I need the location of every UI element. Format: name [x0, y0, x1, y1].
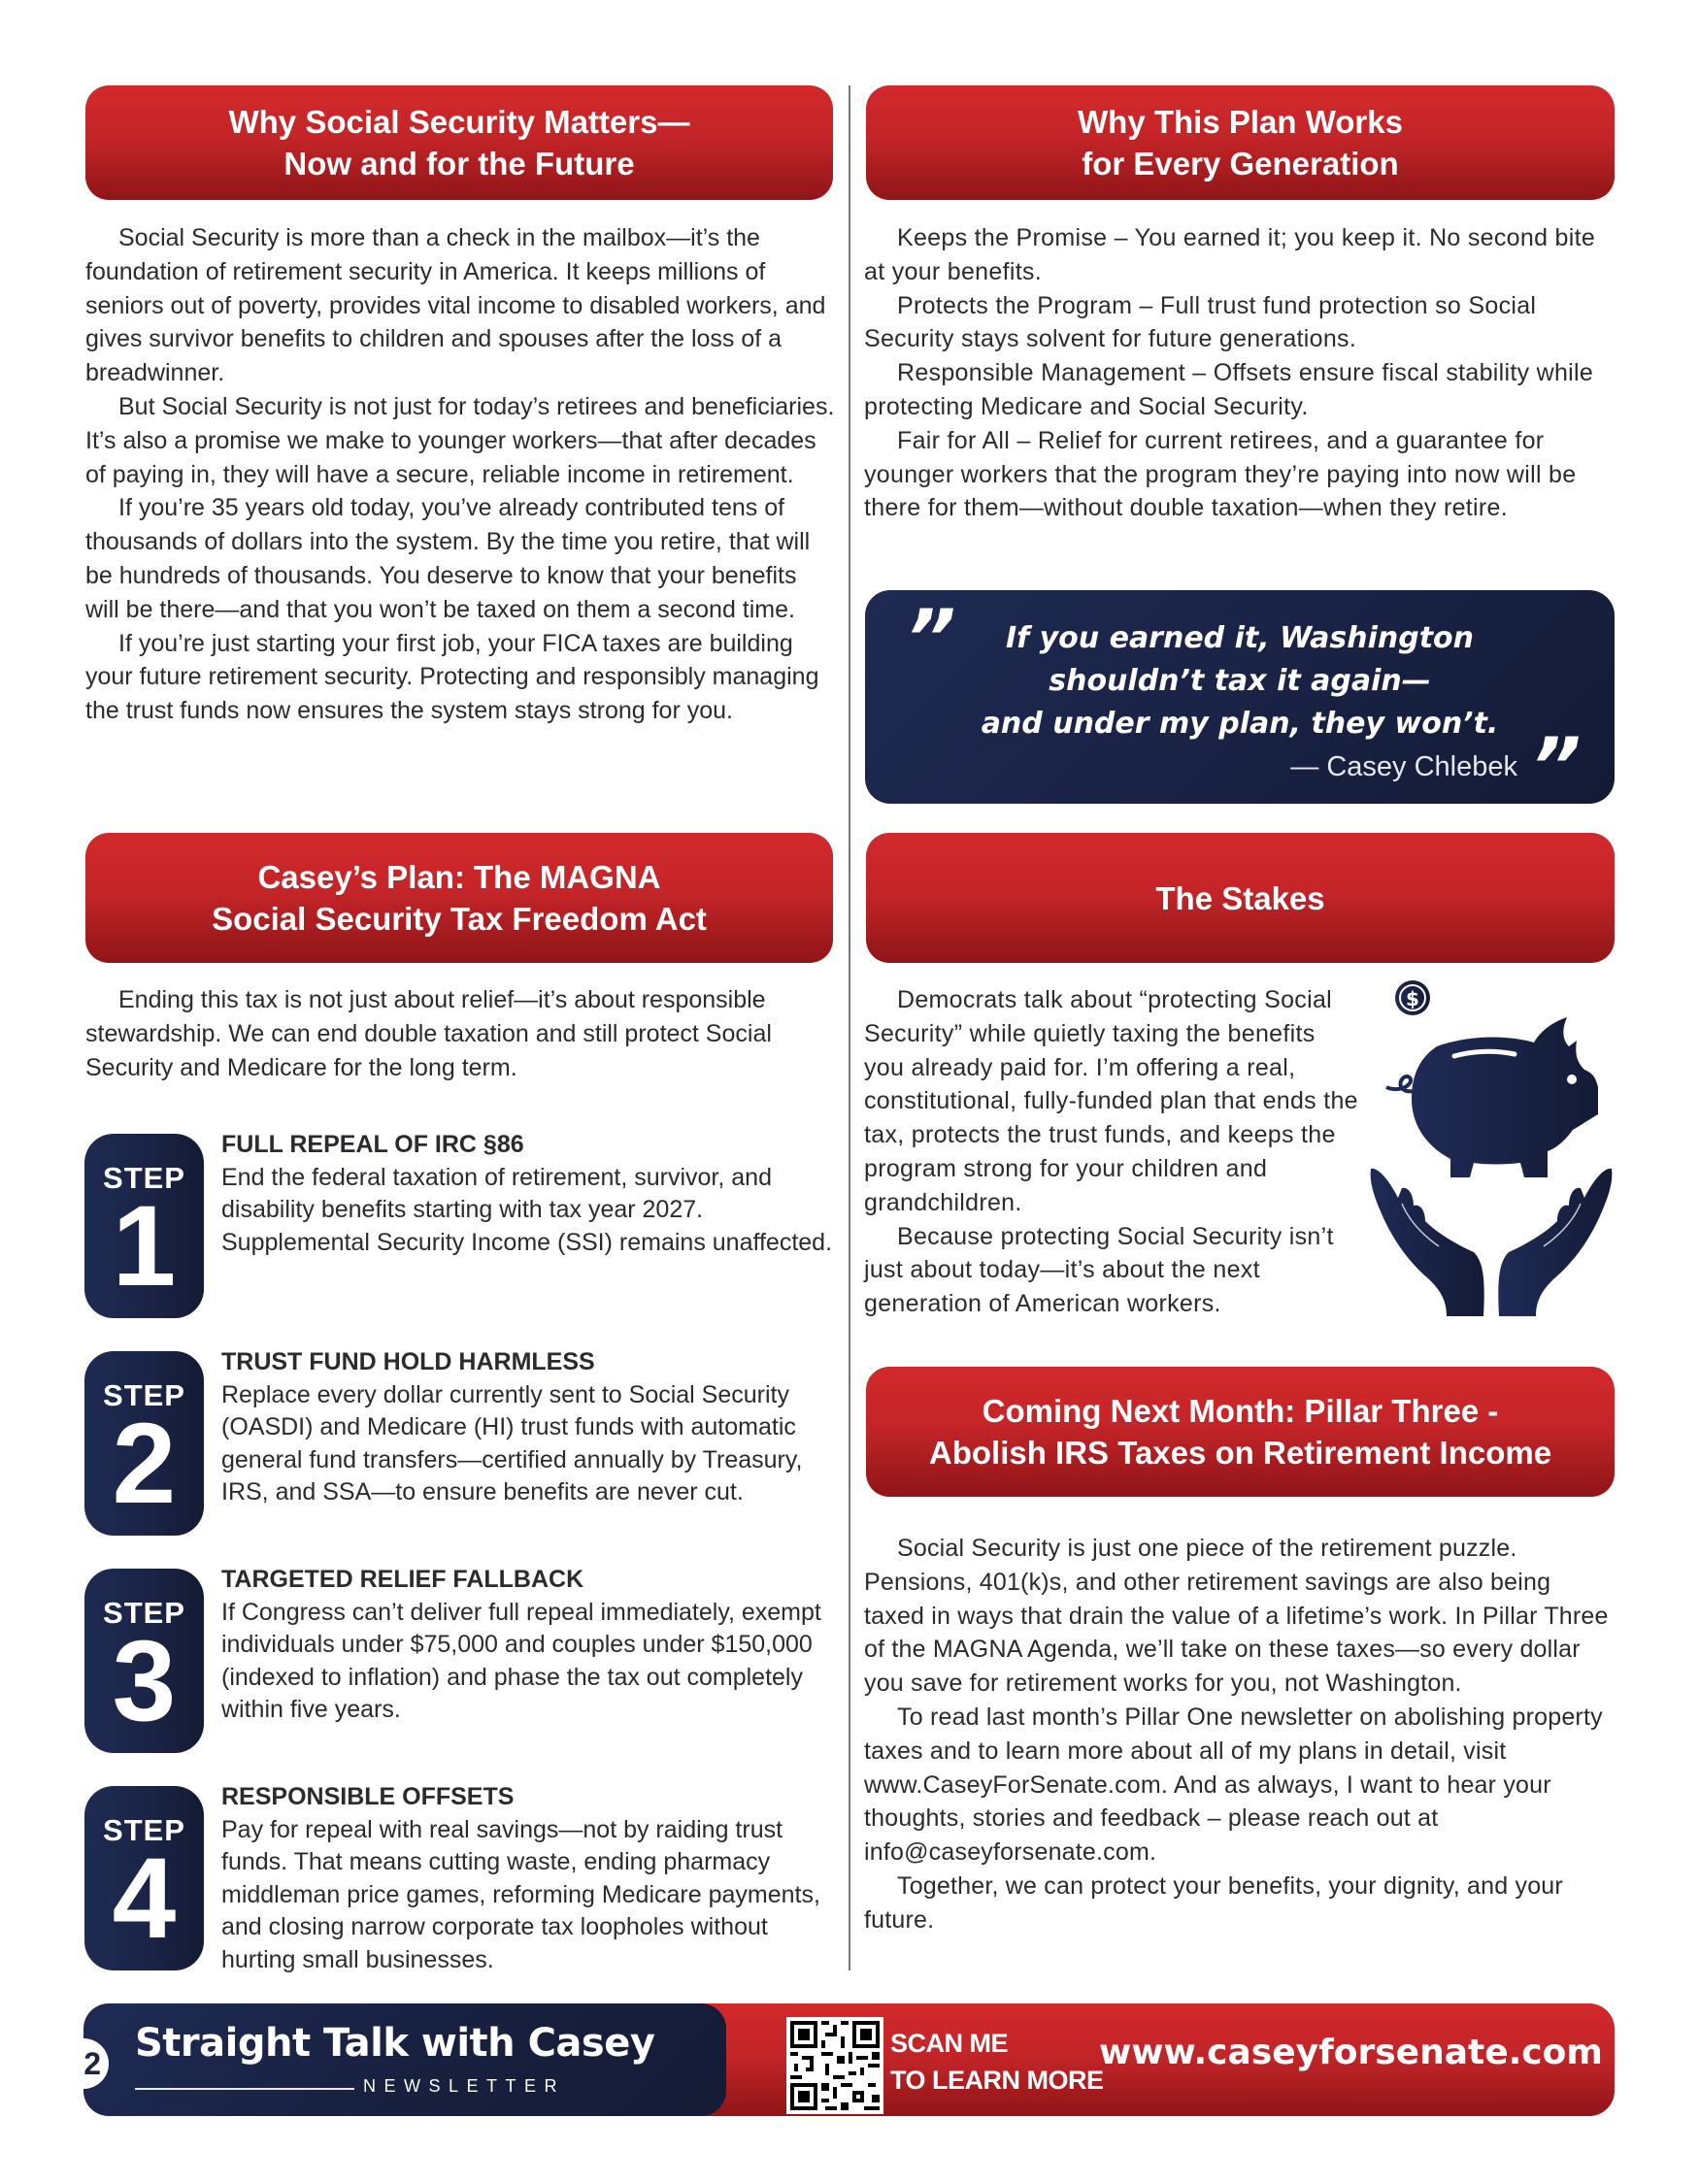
left-hand — [1371, 1169, 1484, 1316]
quote-text — [923, 617, 1556, 745]
scan-line: TO LEARN MORE — [890, 2066, 1104, 2095]
step-label: STEP — [103, 1813, 185, 1847]
paragraph: Social Security is more than a check in the mailbox—it’s the foundation of retirement security in America. It keeps millions of seniors out of poverty, provides vital income to disabled workers, and gives survivor benefits to children and spouses after the loss of a breadwinner. — [85, 224, 826, 387]
brand-rule — [135, 2088, 354, 2090]
paragraph: Because protecting Social Security isn’t just about today—it’s about the next generation of American workers. — [864, 1222, 1334, 1318]
step-title: TRUST FUND HOLD HARMLESS — [221, 1348, 595, 1375]
qr-code[interactable] — [786, 2017, 883, 2114]
why-plan-works-body — [864, 221, 1616, 525]
step-badge-4 — [84, 1786, 204, 1970]
step-title: RESPONSIBLE OFFSETS — [221, 1783, 515, 1810]
step-description: Replace every dollar currently sent to Social Security (OASDI) and Medicare (HI) trust funds with automatic general fund transfers—certified annually by Treasury, IRS, and SSA—to ensure benefits are never cut. — [221, 1380, 803, 1506]
section-header-caseys-plan — [85, 833, 833, 963]
step-label: STEP — [103, 1378, 185, 1412]
paragraph: Together, we can protect your benefits, your dignity, and your future. — [864, 1871, 1563, 1934]
footer-banner — [83, 2003, 1615, 2116]
newsletter-subtitle: NEWSLETTER — [363, 2076, 566, 2096]
paragraph: Ending this tax is not just about relief—it’s about responsible stewardship. We can end double taxation and still protect Social Security and Medicare for the long term. — [85, 986, 772, 1081]
header-line: Why This Plan Works — [1078, 104, 1403, 140]
step-badge-2 — [84, 1351, 204, 1536]
step-description: Pay for repeal with real savings—not by raiding trust funds. That means cutting waste, ending pharmacy middleman price games, reforming Medicare payments, and closing narrow corporate tax loopholes without hurting small businesses. — [221, 1815, 820, 1973]
header-line: Abolish IRS Taxes on Retirement Income — [928, 1435, 1552, 1471]
paragraph: Responsible Management – Offsets ensure fiscal stability while protecting Medicare and Social Security. — [864, 359, 1594, 420]
header-line: Why Social Security Matters— — [228, 104, 690, 140]
step-description: End the federal taxation of retirement, survivor, and disability benefits starting with tax year 2027. Supplemental Security Income (SSI) remains unaffected. — [221, 1163, 833, 1256]
right-hand — [1498, 1169, 1612, 1316]
step-title: FULL REPEAL OF IRC §86 — [221, 1131, 524, 1158]
header-line: Social Security Tax Freedom Act — [212, 901, 707, 937]
footer-brand-panel — [83, 2003, 726, 2116]
paragraph: Social Security is just one piece of the retirement puzzle. Pensions, 401(k)s, and other retirement savings are also being taxed in ways that drain the value of a lifetime’s work. In Pillar Three of the MAGNA Agenda, we’ll take on these taxes—so every dollar you save for retirement works for you, not Washington. — [864, 1535, 1609, 1698]
step-number: 3 — [112, 1617, 177, 1745]
paragraph: Democrats talk about “protecting Social Security” while quietly taxing the benefits you already paid for. I’m offering a real, constitutional, fully-funded plan that ends the tax, protects the trust funds, and keeps the program strong for your children and grandchildren. — [864, 986, 1358, 1216]
open-quote-icon: ” — [906, 593, 956, 683]
the-stakes-body — [864, 983, 1359, 1321]
qr-code-icon — [786, 2017, 883, 2114]
step-description: If Congress can’t deliver full repeal immediately, exempt individuals under $75,000 and couples under $150,000 (indexed to inflation) and phase the tax out completely within five years. — [221, 1598, 821, 1723]
paragraph: To read last month’s Pillar One newsletter on abolishing property taxes and to learn more about all of my plans in detail, visit www.CaseyForSenate.com. And as always, I want to hear your thoughts, stories and feedback – please reach out at info@caseyforsenate.com. — [864, 1703, 1603, 1867]
paragraph: Protects the Program – Full trust fund protection so Social Security stays solvent for future generations. — [864, 291, 1537, 353]
pull-quote — [865, 590, 1615, 811]
step-number: 2 — [112, 1400, 177, 1528]
column-divider — [849, 85, 850, 1970]
step-1-content — [221, 1129, 833, 1259]
dollar-sign: $ — [1406, 987, 1419, 1010]
header-line: The Stakes — [1155, 879, 1325, 916]
header-line: Casey’s Plan: The MAGNA — [257, 859, 661, 895]
newsletter-title: Straight Talk with Casey — [135, 2021, 655, 2066]
header-line: Now and for the Future — [283, 146, 635, 182]
quote-line: shouldn’t tax it again— — [1049, 664, 1431, 698]
step-4-content — [221, 1781, 833, 1976]
quote-line: and under my plan, they won’t. — [981, 707, 1499, 741]
section-header-coming-next-month — [866, 1367, 1615, 1497]
website-link[interactable]: www.caseyforsenate.com — [1099, 2033, 1603, 2072]
quote-author: — Casey Chlebek — [1290, 751, 1517, 782]
page-number: 2 — [58, 2038, 109, 2089]
quote-line: If you earned it, Washington — [1005, 621, 1475, 655]
step-label: STEP — [103, 1161, 185, 1195]
step-2-content — [221, 1346, 833, 1509]
section-header-why-social-security-matters — [85, 85, 833, 200]
header-line: for Every Generation — [1082, 146, 1399, 182]
paragraph: But Social Security is not just for today’s retirees and beneficiaries. It’s also a promise we make to younger workers—that after decades of paying in, they will have a secure, reliable income in retirement. — [85, 392, 835, 488]
why-matters-body — [85, 221, 835, 728]
step-badge-3 — [84, 1569, 204, 1753]
paragraph: Fair for All – Relief for current retirees, and a guarantee for younger workers that the program they’re paying into now will be there for them—without double taxation—when they retire. — [864, 426, 1577, 522]
piggy-bank-svg — [1369, 978, 1614, 1316]
header-line: Coming Next Month: Pillar Three - — [982, 1393, 1499, 1429]
step-3-content — [221, 1564, 833, 1727]
paragraph: If you’re just starting your first job, your FICA taxes are building your future retirement security. Protecting and responsibly managing the trust funds now ensures the system stays strong for you. — [85, 629, 819, 725]
step-badge-1 — [84, 1134, 204, 1318]
caseys-plan-intro — [85, 983, 835, 1084]
section-header-why-plan-works — [866, 85, 1615, 200]
close-quote-icon: ” — [1531, 721, 1582, 811]
step-label: STEP — [103, 1596, 185, 1630]
scan-line: SCAN ME — [890, 2029, 1009, 2058]
step-title: TARGETED RELIEF FALLBACK — [221, 1566, 584, 1593]
coming-next-body — [864, 1532, 1616, 1937]
paragraph: Keeps the Promise – You earned it; you keep it. No second bite at your benefits. — [864, 224, 1596, 285]
scan-me-label — [890, 2025, 1104, 2099]
step-number: 1 — [112, 1182, 177, 1310]
piggy-body — [1412, 1017, 1598, 1177]
step-number: 4 — [112, 1835, 177, 1963]
piggy-bank-hands-icon — [1369, 978, 1614, 1316]
section-header-the-stakes — [866, 833, 1615, 963]
paragraph: If you’re 35 years old today, you’ve already contributed tens of thousands of dollars into the system. By the time you retire, that will be hundreds of thousands. You deserve to know that your benefits will be there—and that you won’t be taxed on them a second time. — [85, 494, 811, 623]
